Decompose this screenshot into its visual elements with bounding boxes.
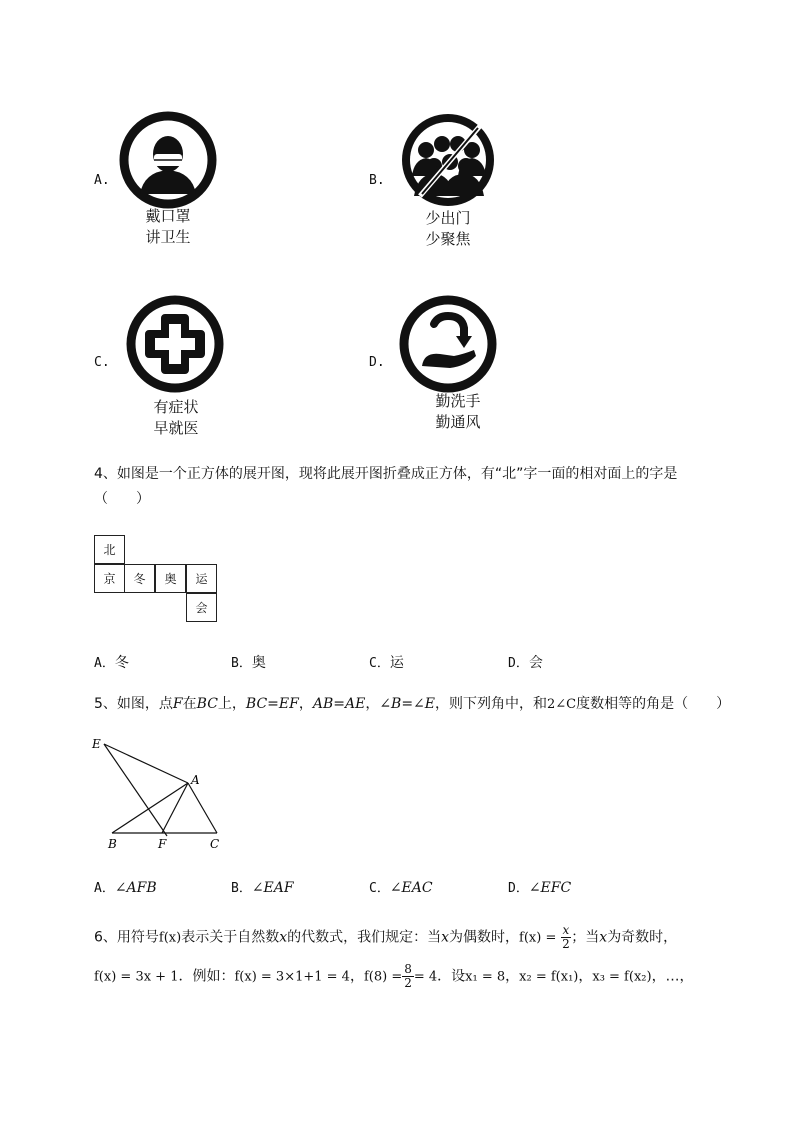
q5-answer-c: C．∠EAC — [369, 880, 433, 896]
segment-ea — [104, 744, 188, 783]
label-e: E — [92, 737, 101, 751]
q4-answer-c: C．运 — [369, 655, 404, 671]
net-cell-bei: 北 — [94, 535, 125, 564]
q6-line2: f(x) = 3x + 1．例如：f(x) = 3×1+1 = 4，f(8) = $\frac{8}{2}$ = 4．设x₁ = 8，x₂ = f(x₁)，x₃ = f(x₂)，…， — [94, 962, 694, 990]
q5-answer-b: B．∠EAF — [231, 880, 294, 896]
fraction-8-over-2: $\frac{8}{2}$ — [404, 962, 412, 990]
option-b-caption: 少出门 少聚焦 — [425, 209, 471, 248]
q4-answer-d: D．会 — [508, 655, 543, 671]
triangle-figure — [88, 734, 228, 856]
label-b: B — [108, 837, 117, 851]
segment-ba — [112, 783, 188, 833]
option-c-label: C. — [94, 355, 110, 370]
mask-person-icon — [118, 110, 218, 210]
hand-wash-icon — [398, 294, 498, 394]
option-c-caption: 有症状 早就医 — [153, 398, 199, 437]
label-f: F — [158, 837, 167, 851]
q4-answer-b: B．奥 — [231, 655, 266, 671]
q5-answer-d: D．∠EFC — [508, 880, 572, 896]
net-cell-yun: 运 — [186, 564, 217, 593]
q4-answer-a: A．冬 — [94, 655, 129, 671]
segment-ac — [188, 783, 217, 833]
option-b-label: B. — [369, 173, 385, 188]
net-cell-jing: 京 — [94, 564, 125, 593]
q6-line1: 6、用符号f(x)表示关于自然数x的代数式，我们规定：当x为偶数时，f(x) = $\frac{x}{2}$ ；当x为奇数时， — [94, 923, 678, 951]
net-cell-ao: 奥 — [155, 564, 186, 593]
segment-fa — [162, 783, 188, 833]
segment-ef — [104, 744, 167, 836]
q5-text: 5、如图，点F在BC上，BC=EF，AB=AE，∠B=∠E，则下列角中，和2∠C度数相等的角是（ ） — [94, 696, 731, 712]
medical-cross-icon — [125, 294, 225, 394]
q4-paren: （ ） — [94, 491, 150, 507]
q5-answer-a: A．∠AFB — [94, 880, 157, 896]
no-crowd-icon — [398, 110, 498, 210]
net-cell-dong: 冬 — [124, 564, 155, 593]
option-d-label: D. — [369, 355, 385, 370]
option-a-label: A. — [94, 173, 110, 188]
fraction-x-over-2: $\frac{x}{2}$ — [562, 923, 570, 951]
label-c: C — [210, 837, 220, 851]
q4-text: 4、如图是一个正方体的展开图，现将此展开图折叠成正方体，有“北”字一面的相对面上的字是 — [94, 466, 678, 482]
option-a-caption: 戴口罩 讲卫生 — [145, 207, 191, 246]
option-d-caption: 勤洗手 勤通风 — [435, 392, 481, 431]
label-a: A — [191, 773, 200, 787]
net-cell-hui: 会 — [186, 593, 217, 622]
